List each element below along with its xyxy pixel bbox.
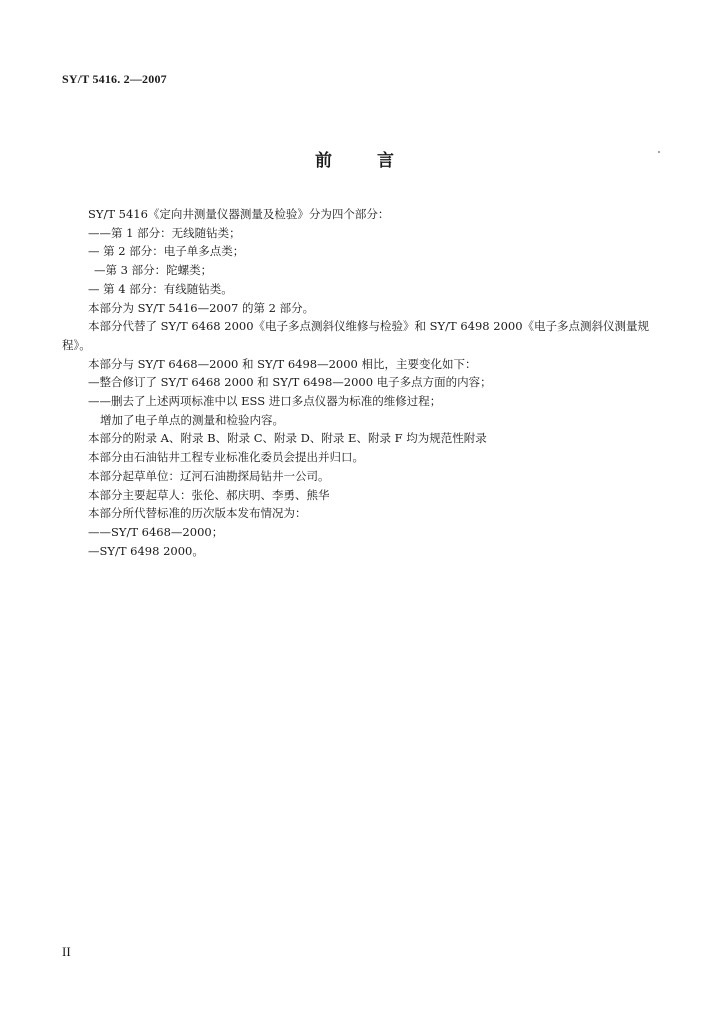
list-item-part-3: —第 3 部分：陀螺类； [94,263,213,278]
paragraph-proposed-by: 本部分由石油钻井工程专业标准化委员会提出并归口。 [88,450,364,465]
paragraph-part-statement: 本部分为 SY/T 5416—2007 的第 2 部分。 [88,300,315,315]
paragraph-drafting-unit: 本部分起草单位：辽河石油勘探局钻井一公司。 [88,468,330,483]
paragraph-history: 本部分所代替标准的历次版本发布情况为： [88,506,307,521]
list-item-part-4: — 第 4 部分：有线随钻类。 [88,281,233,296]
paragraph-appendices: 本部分的附录 A、附录 B、附录 C、附录 D、附录 E、附录 F 均为规范性附录 [88,431,487,446]
list-item-history-1: ——SY/T 6468—2000； [88,524,224,539]
page-title [0,146,710,171]
paragraph-changes: 本部分与 SY/T 6468—2000 和 SY/T 6498—2000 相比，主要变化如下： [88,356,477,371]
list-item-change-1: —整合修订了 SY/T 6468 2000 和 SY/T 6498—2000 电子多点方面的内容； [88,375,492,390]
paragraph-drafters: 本部分主要起草人：张伦、郝庆明、李勇、熊华 [88,487,330,502]
list-item-part-2: — 第 2 部分：电子单多点类； [88,244,245,259]
paragraph-replaces: 本部分代替了 SY/T 6468 2000《电子多点测斜仪维修与检验》和 SY/T 6498 2000《电子多点测斜仪测量规程》。 [62,319,650,352]
list-item-change-3: 增加了电子单点的测量和检验内容。 [100,412,284,427]
scan-speck [658,151,660,153]
list-item-change-2: ——删去了上述两项标准中以 ESS 进口多点仪器为标准的维修过程； [88,394,442,409]
list-item-history-2: —SY/T 6498 2000。 [88,543,204,558]
paragraph-intro: SY/T 5416《定向井测量仪器测量及检验》分为四个部分： [88,207,390,221]
foreword-body [62,205,652,560]
title-char-2: 言 [377,151,395,171]
document-id: SY/T 5416. 2—2007 [62,72,167,86]
list-item-part-1: ——第 1 部分：无线随钻类； [88,225,241,240]
title-char-1: 前 [315,151,333,171]
page-number: II [62,944,71,959]
